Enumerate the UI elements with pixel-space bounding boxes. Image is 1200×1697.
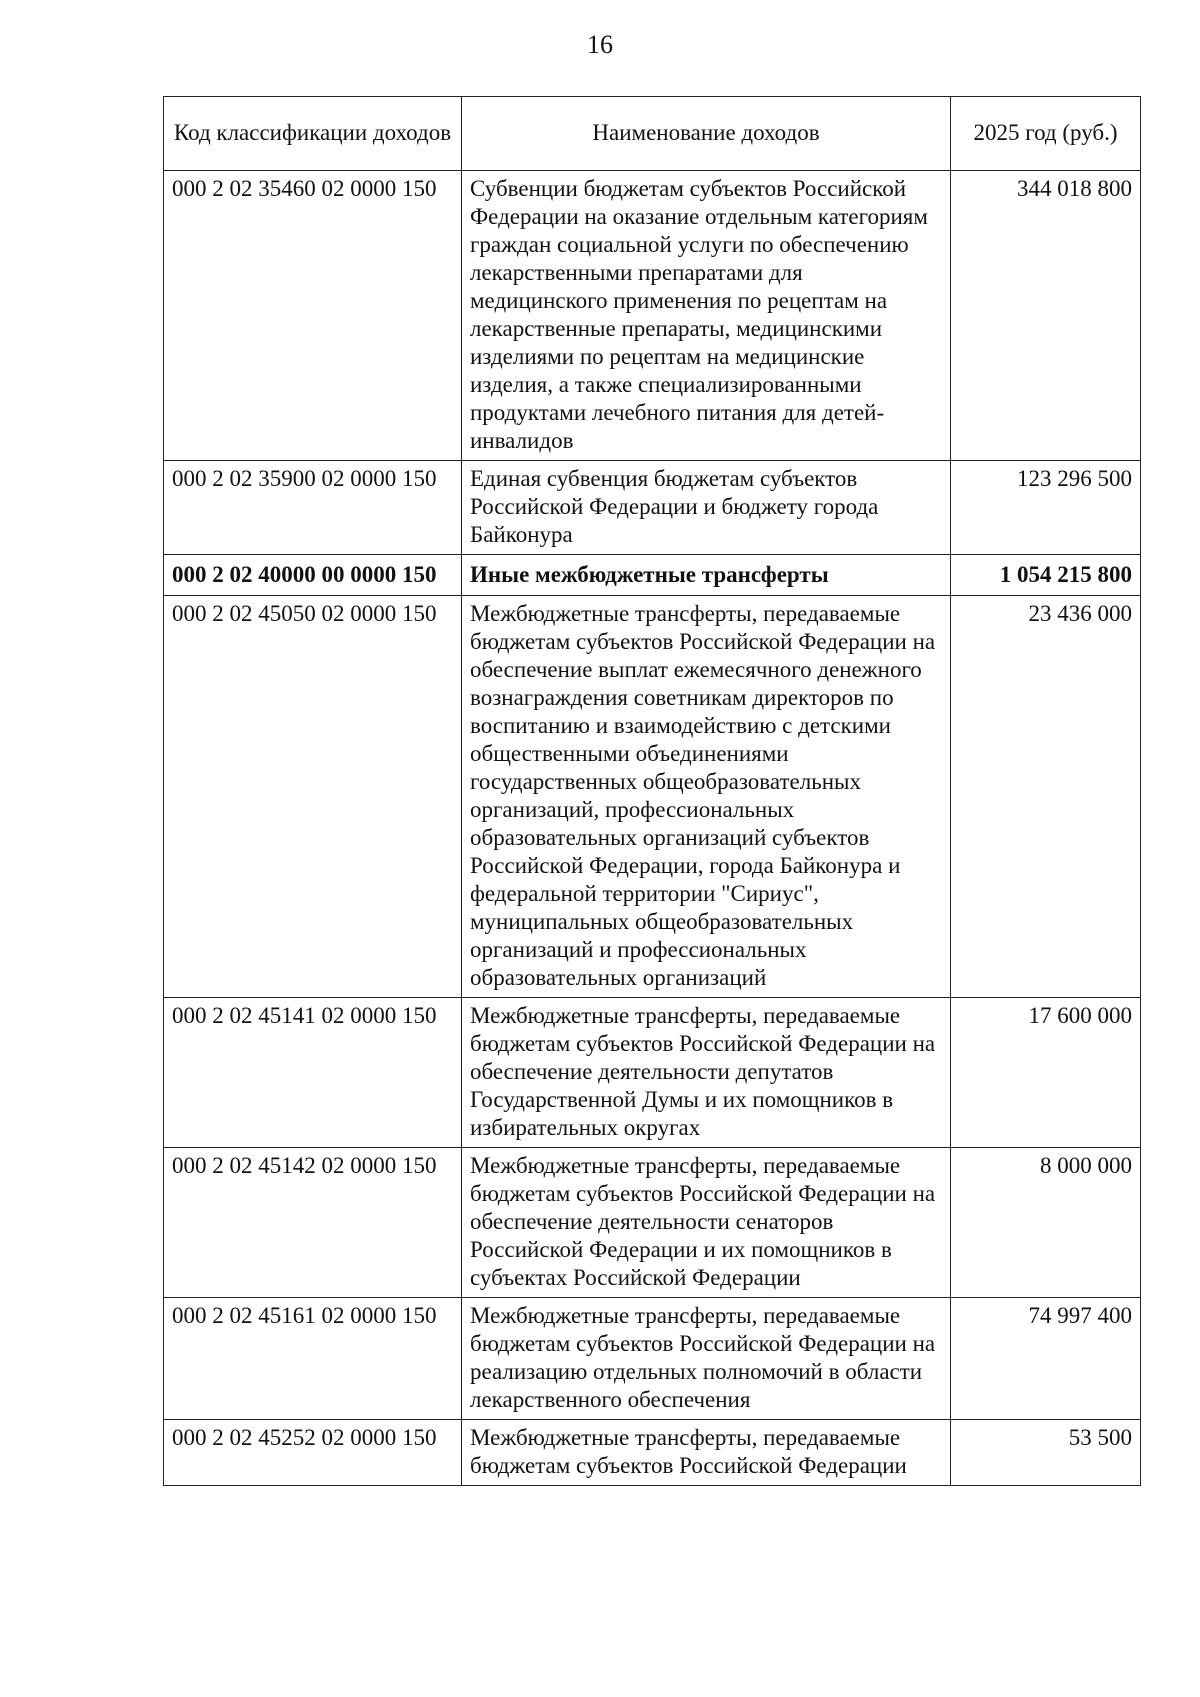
table-row [164,171,1141,461]
table-row [164,1298,1141,1420]
row-amount: 1 054 215 800 [951,555,1141,596]
row-code: 000 2 02 40000 00 0000 150 [164,555,462,596]
row-name: Межбюджетные трансферты, передаваемые бюджетам субъектов Российской Федерации на обеспечение деятельности сенаторов Российской Федерации и их помощников в субъектах Российской Федерации [462,1148,951,1298]
row-code: 000 2 02 45161 02 0000 150 [164,1298,462,1420]
row-code: 000 2 02 45141 02 0000 150 [164,998,462,1148]
row-name: Межбюджетные трансферты, передаваемые бюджетам субъектов Российской Федерации [462,1420,951,1486]
table-row [164,596,1141,998]
row-amount: 53 500 [951,1420,1141,1486]
row-code: 000 2 02 35460 02 0000 150 [164,171,462,461]
header-code: Код классификации доходов [164,97,462,171]
row-amount: 123 296 500 [951,461,1141,555]
table-row [164,1148,1141,1298]
header-name: Наименование доходов [462,97,951,171]
row-amount: 23 436 000 [951,596,1141,998]
row-name: Субвенции бюджетам субъектов Российской Федерации на оказание отдельным категориям граждан социальной услуги по обеспечению лекарственными препаратами для медицинского применения по рецептам на лекарственные препараты, медицинскими изделиями по рецептам на медицинские изделия, а также специализированными продуктами лечебного питания для детей-инвалидов [462,171,951,461]
row-name: Межбюджетные трансферты, передаваемые бюджетам субъектов Российской Федерации на обеспечение выплат ежемесячного денежного вознаграждения советникам директоров по воспитанию и взаимодействию с детскими общественными объединениями государственных общеобразовательных организаций, профессиональных образовательных организаций субъектов Российской Федерации, города Байконура и федеральной территории "Сириус", муниципальных общеобразовательных организаций и профессиональных образовательных организаций [462,596,951,998]
row-code: 000 2 02 35900 02 0000 150 [164,461,462,555]
table-row [164,998,1141,1148]
table-row [164,1420,1141,1486]
row-name: Единая субвенция бюджетам субъектов Российской Федерации и бюджету города Байконура [462,461,951,555]
income-table [163,96,1141,1486]
row-amount: 17 600 000 [951,998,1141,1148]
row-name: Межбюджетные трансферты, передаваемые бюджетам субъектов Российской Федерации на обеспечение деятельности депутатов Государственной Думы и их помощников в избирательных округах [462,998,951,1148]
header-amount: 2025 год (руб.) [951,97,1141,171]
row-name: Иные межбюджетные трансферты [462,555,951,596]
table-row-total [164,555,1141,596]
page-number: 16 [587,30,613,59]
row-amount: 74 997 400 [951,1298,1141,1420]
row-amount: 344 018 800 [951,171,1141,461]
row-code: 000 2 02 45142 02 0000 150 [164,1148,462,1298]
row-code: 000 2 02 45252 02 0000 150 [164,1420,462,1486]
table-row [164,461,1141,555]
row-amount: 8 000 000 [951,1148,1141,1298]
row-name: Межбюджетные трансферты, передаваемые бюджетам субъектов Российской Федерации на реализацию отдельных полномочий в области лекарственного обеспечения [462,1298,951,1420]
row-code: 000 2 02 45050 02 0000 150 [164,596,462,998]
table-header-row [164,97,1141,171]
